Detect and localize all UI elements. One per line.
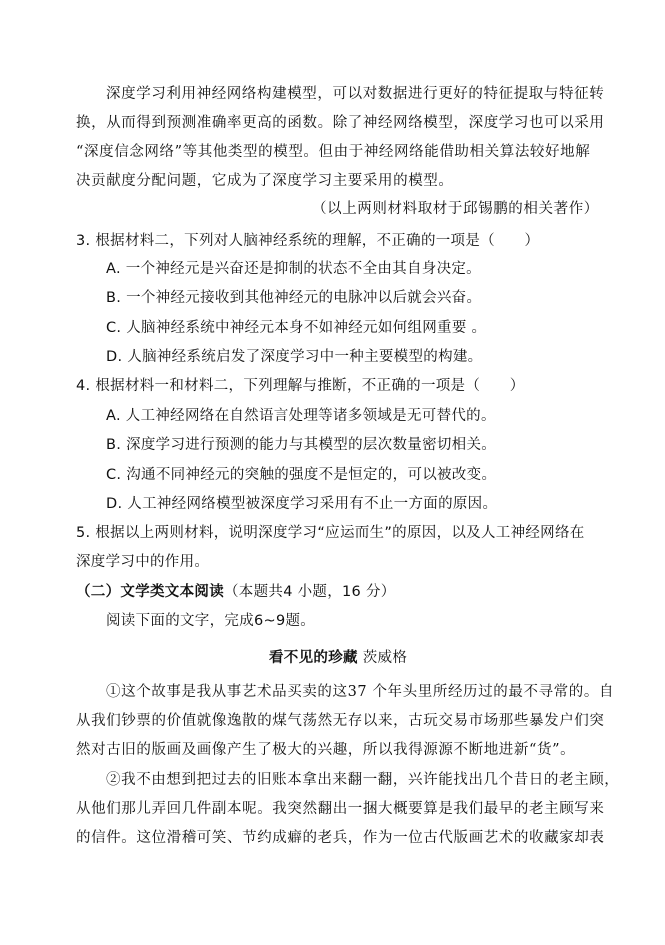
material2-line-4: 决贡献度分配问题，它成为了深度学习主要采用的模型。 xyxy=(76,173,454,189)
story-para1-line-3: 然对古旧的版画及画像产生了极大的兴趣，所以我得源源不断地进新“货”。 xyxy=(76,742,576,758)
story-title: 看不见的珍藏 xyxy=(269,650,358,666)
q3-option-c: C. 人脑神经系统中神经元本身不如神经元如何组网重要 。 xyxy=(106,320,487,336)
q3-option-d: D. 人脑神经系统启发了深度学习中一种主要模型的构建。 xyxy=(106,349,483,365)
story-para2-line-1: ②我不由想到把过去的旧账本拿出来翻一翻，兴许能找出几个昔日的老主顾， xyxy=(106,772,620,788)
q4-option-c: C. 沟通不同神经元的突触的强度不是恒定的，可以被改变。 xyxy=(106,467,497,483)
q4-option-b: B. 深度学习进行预测的能力与其模型的层次数量密切相关。 xyxy=(106,437,497,453)
q3-stem: 3. 根据材料二，下列对人脑神经系统的理解，不正确的一项是（ ） xyxy=(76,233,540,249)
story-para2-line-3: 的信件。这位滑稽可笑、节约成癖的老兵，作为一位古代版画艺术的收藏家却表 xyxy=(76,830,605,846)
story-para1-line-2: 从我们钞票的价值就像逸散的煤气荡然无存以来，古玩交易市场那些暴发户们突 xyxy=(76,713,605,729)
story-title-line xyxy=(269,648,407,668)
section2-instruction: 阅读下面的文字，完成6~9题。 xyxy=(106,613,316,629)
material2-line-3: “深度信念网络”等其他类型的模型。但由于神经网络能借助相关算法较好地解 xyxy=(76,144,591,160)
story-author: 茨威格 xyxy=(362,650,408,666)
story-para2-line-2: 从他们那儿弄回几件副本呢。我突然翻出一捆大概要算是我们最早的老主顾写来 xyxy=(76,801,605,817)
q3-option-b: B. 一个神经元接收到其他神经元的电脉冲以后就会兴奋。 xyxy=(106,290,482,306)
section2-note: （本题共4 小题，16 分） xyxy=(224,584,396,600)
q5-line-1: 5. 根据以上两则材料，说明深度学习“应运而生”的原因，以及人工神经网络在 xyxy=(76,525,585,541)
section2-label: （二）文学类文本阅读 xyxy=(76,584,224,600)
q4-option-d: D. 人工神经网络模型被深度学习采用有不止一方面的原因。 xyxy=(106,496,498,512)
material2-line-2: 换，从而得到预测准确率更高的函数。除了神经网络模型，深度学习也可以采用 xyxy=(76,115,605,131)
q4-stem: 4. 根据材料一和材料二，下列理解与推断，不正确的一项是（ ） xyxy=(76,378,525,394)
material2-line-1: 深度学习利用神经网络构建模型，可以对数据进行更好的特征提取与特征转 xyxy=(106,86,605,102)
source-note: （以上两则材料取材于邱锡鹏的相关著作） xyxy=(312,201,599,217)
q5-line-2: 深度学习中的作用。 xyxy=(76,554,210,570)
section2-heading xyxy=(76,582,396,602)
story-para1-line-1: ①这个故事是我从事艺术品买卖的这37 个年头里所经历过的最不寻常的。自 xyxy=(106,684,615,700)
q4-option-a: A. 人工神经网络在自然语言处理等诸多领域是无可替代的。 xyxy=(106,408,496,424)
q3-option-a: A. 一个神经元是兴奋还是抑制的状态不全由其自身决定。 xyxy=(106,261,481,277)
